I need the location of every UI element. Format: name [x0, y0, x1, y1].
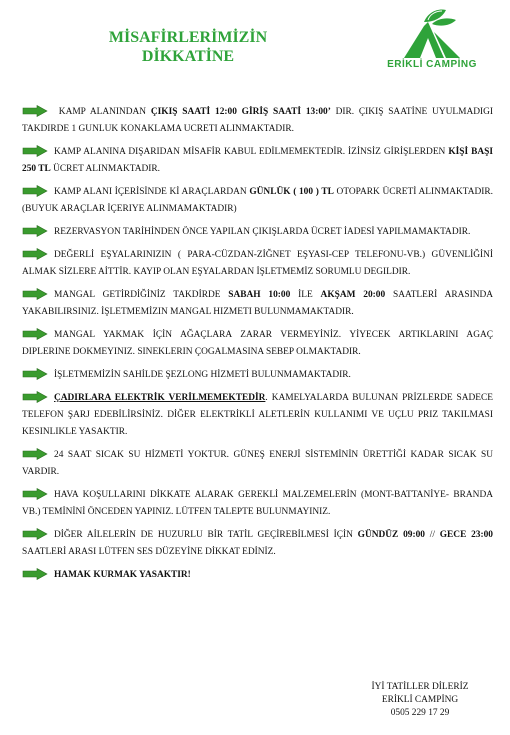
arrow-right-icon — [22, 328, 48, 340]
rule-item: HAMAK KURMAK YASAKTIR! — [22, 567, 493, 584]
arrow-right-icon — [22, 105, 48, 117]
rule-item: KAMP ALANI İÇERİSİNDE Kİ ARAÇLARDAN GÜNLÜK ( 100 ) TL OTOPARK ÜCRETİ ALINMAKTADIR. (BUYUK ARAÇLAR İÇERIYE ALINMAMAKTADIR) — [22, 187, 493, 214]
rule-item: MANGAL YAKMAK İÇİN AĞAÇLARA ZARAR VERMEYİNİZ. YİYECEK ARTIKLARINI AGAÇ DIPLERINE DOKMEYINIZ. SINEKLERIN ÇOGALMASINA SEBEP OLMAKTADIR. — [22, 330, 493, 357]
arrow-right-icon — [22, 488, 48, 500]
footer-phone: 0505 229 17 29 — [390, 708, 450, 718]
arrow-right-icon — [22, 391, 48, 403]
rule-item: KAMP ALANINDAN ÇIKIŞ SAATİ 12:00 GİRİŞ SAATİ 13:00’ DIR. ÇIKIŞ SAATİNE UYULMADIGI TAKDIRDE 1 GUNLUK KONAKLAMA UCRETI ALINMAKTADIR. — [22, 107, 493, 134]
footer-business-name: ERİKLİ CAMPİNG — [381, 695, 459, 705]
arrow-right-icon — [22, 368, 48, 380]
arrow-right-icon — [22, 185, 48, 197]
rule-item: MANGAL GETİRDİĞİNİZ TAKDİRDE SABAH 10:00 İLE AKŞAM 20:00 SAATLERİ ARASINDA YAKABILIRSINIZ. İŞLETMEMİZIN MANGAL HIZMETI BULUNMAMAKTADIR. — [22, 290, 494, 317]
footer-greeting: İYİ TATİLLER DİLERİZ — [371, 682, 469, 692]
page-title — [88, 28, 288, 66]
rule-item: 24 SAAT SICAK SU HİZMETİ YOKTUR. GÜNEŞ ENERJİ SİSTEMİNİN ÜRETTİĞİ KADAR SICAK SU VARDIR. — [22, 450, 493, 477]
rule-item: DEĞERLİ EŞYALARINIZIN ( PARA-CÜZDAN-ZİĞNET EŞYASI-CEP TELEFONU-VB.) GÜVENLİĞİNİ ALMAK SİZLERE AİTTİR. KAYIP OLAN EŞYALARDAN İŞLETMEMİZ SORUMLU DEGILDIR. — [22, 250, 493, 277]
arrow-right-icon — [22, 448, 48, 460]
rule-item: İŞLETMEMİZİN SAHİLDE ŞEZLONG HİZMETİ BULUNMAMAKTADIR. — [22, 367, 493, 384]
logo-text: ERİKLİ CAMPİNG — [387, 59, 477, 70]
title-line-2: DİKKATİNE — [141, 48, 235, 65]
title-line-1: MİSAFİRLERİMİZİN — [108, 29, 268, 46]
arrow-right-icon — [22, 225, 48, 237]
arrow-right-icon — [22, 145, 48, 157]
tent-leaf-icon — [394, 8, 470, 60]
arrow-right-icon — [22, 568, 48, 580]
rule-item: ÇADIRLARA ELEKTRİK VERİLMEMEKTEDİR. KAMELYALARDA BULUNAN PRİZLERDE SADECE TELEFON ŞARJ EDEBİLİRSİNİZ. DİĞER ELEKTRİKLİ ALETLERİN KULLANIMI VE UÇLU PRIZ TAKILMASI KESINLIKLE YASAKTIR. — [22, 393, 493, 437]
erikli-camping-logo — [368, 8, 496, 78]
rule-item: REZERVASYON TARİHİNDEN ÖNCE YAPILAN ÇIKIŞLARDA ÜCRET İADESİ YAPILMAMAKTADIR. — [22, 224, 493, 241]
rule-item: DİĞER AİLELERİN DE HUZURLU BİR TATİL GEÇİREBİLMESİ İÇİN GÜNDÜZ 09:00 // GECE 23:00 SAATLERİ ARASI LÜTFEN SES DÜZEYİNE DİKKAT EDİNİZ. — [22, 530, 493, 557]
arrow-right-icon — [22, 528, 48, 540]
footer-signature — [360, 681, 480, 720]
arrow-right-icon — [22, 288, 48, 300]
rule-item: KAMP ALANINA DIŞARIDAN MİSAFİR KABUL EDİLMEMEKTEDİR. İZİNSİZ GİRİŞLERDEN KİŞİ BAŞI 250 TL ÜCRET ALINMAKTADIR. — [22, 147, 493, 174]
rule-item: HAVA KOŞULLARINI DİKKATE ALARAK GEREKLİ MALZEMELERİN (MONT-BATTANİYE- BRANDA VB.) TEMİNİNİ ÖNCEDEN YAPINIZ. LÜTFEN TALEPTE BULUNMAYINIZ. — [22, 490, 493, 517]
rules-list — [22, 104, 493, 590]
arrow-right-icon — [22, 248, 48, 260]
